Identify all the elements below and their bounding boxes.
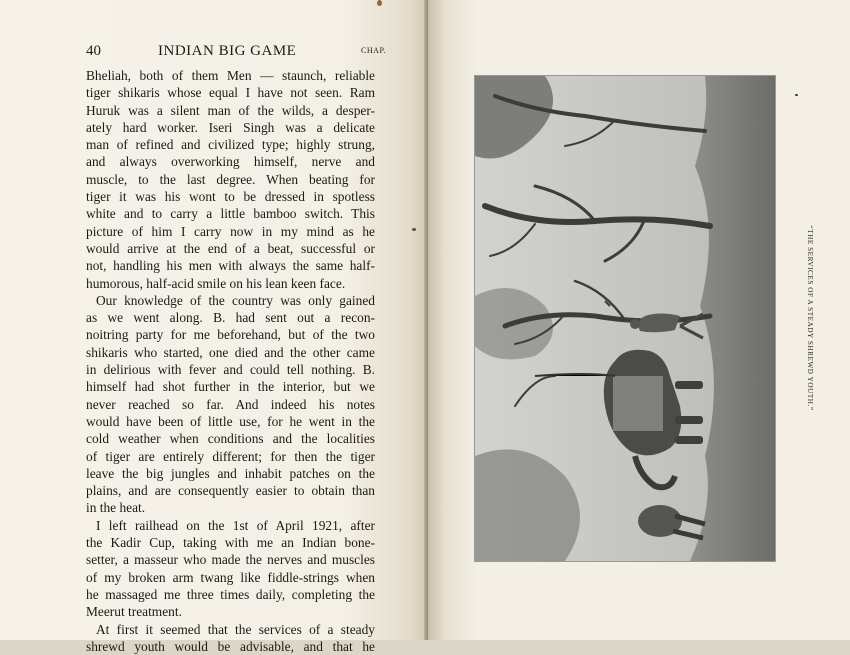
text-line: Huruk was a silent man of the wilds, a desper-	[86, 102, 375, 118]
text-line: noitring party for me beforehand, but of the two	[86, 327, 375, 343]
text-line: the Kadir Cup, taking with me an Indian bone-	[86, 535, 375, 551]
text-line: shrewd youth would be advisable, and that he	[86, 638, 375, 654]
running-head: INDIAN BIG GAME	[158, 43, 297, 59]
chapter-label: CHAP.	[361, 46, 386, 55]
text-line: shikaris who started, one died and the other came	[86, 344, 375, 360]
text-line: white and to carry a little bamboo switch. This	[86, 206, 375, 222]
text-line: of tiger are entirely different; for then the tiger	[86, 448, 375, 464]
text-line: would arrive at the end of a beat, successful or	[86, 240, 375, 256]
text-line: picture of him I carry now in my mind as he	[86, 223, 375, 239]
text-line: tiger it was his wont to be dressed in spotless	[86, 189, 375, 205]
plate-photograph	[474, 75, 776, 562]
text-line: not, handling his men with always the same half-	[86, 258, 375, 274]
plate-rifle	[535, 374, 615, 376]
text-line: humorous, half-acid smile on his lean keen face.	[86, 275, 346, 291]
text-line: tiger shikaris whose equal I have not seen. Ram	[86, 85, 375, 101]
plate-illustration	[475, 76, 775, 561]
text-line: and always overworking himself, nerve and	[86, 154, 375, 170]
text-line: would have been of little use, for he went in the	[86, 413, 375, 429]
body-text	[86, 67, 375, 655]
text-line: as we went along. B. had sent out a recon-	[86, 310, 375, 326]
text-line: Meerut treatment.	[86, 604, 182, 620]
text-line: At first it seemed that the services of a steady	[96, 621, 375, 637]
text-line: in delirious with fever and could tell nothing. B.	[86, 362, 375, 378]
text-line: he massaged me three times daily, completing the	[86, 586, 375, 602]
page-blemish	[795, 94, 798, 96]
text-line: I left railhead on the 1st of April 1921, after	[96, 517, 375, 533]
page-blemish	[377, 0, 382, 6]
page-number: 40	[86, 43, 101, 59]
text-line: man of refined and civilized type; highly strung,	[86, 137, 375, 153]
text-line: in the heat.	[86, 500, 146, 516]
text-line: of my broken arm twang like fiddle-strings when	[86, 569, 375, 585]
text-line: ately hard worker. Iseri Singh was a delicate	[86, 119, 375, 135]
text-line: Bheliah, both of them Men — staunch, reliable	[86, 68, 375, 83]
text-line: setter, a masseur who made the nerves and muscles	[86, 552, 375, 568]
page-header	[86, 43, 386, 59]
plate-caption: “THE SERVICES OF A STEADY SHREWD YOUTH.”	[806, 224, 814, 411]
page-blemish	[412, 228, 416, 231]
text-line: Our knowledge of the country was only gained	[96, 292, 375, 308]
text-line: leave the big jungles and inhabit patches on the	[86, 465, 375, 481]
text-line: muscle, to the last degree. When beating for	[86, 171, 375, 187]
text-line: never reached so far. And indeed his notes	[86, 396, 375, 412]
text-line: himself had shot further in the interior, but we	[86, 379, 375, 395]
text-line: plains, and are consequently easier to obtain than	[86, 483, 375, 499]
plate-caption-container	[803, 215, 817, 420]
text-line: cold weather when conditions and the localities	[86, 431, 375, 447]
